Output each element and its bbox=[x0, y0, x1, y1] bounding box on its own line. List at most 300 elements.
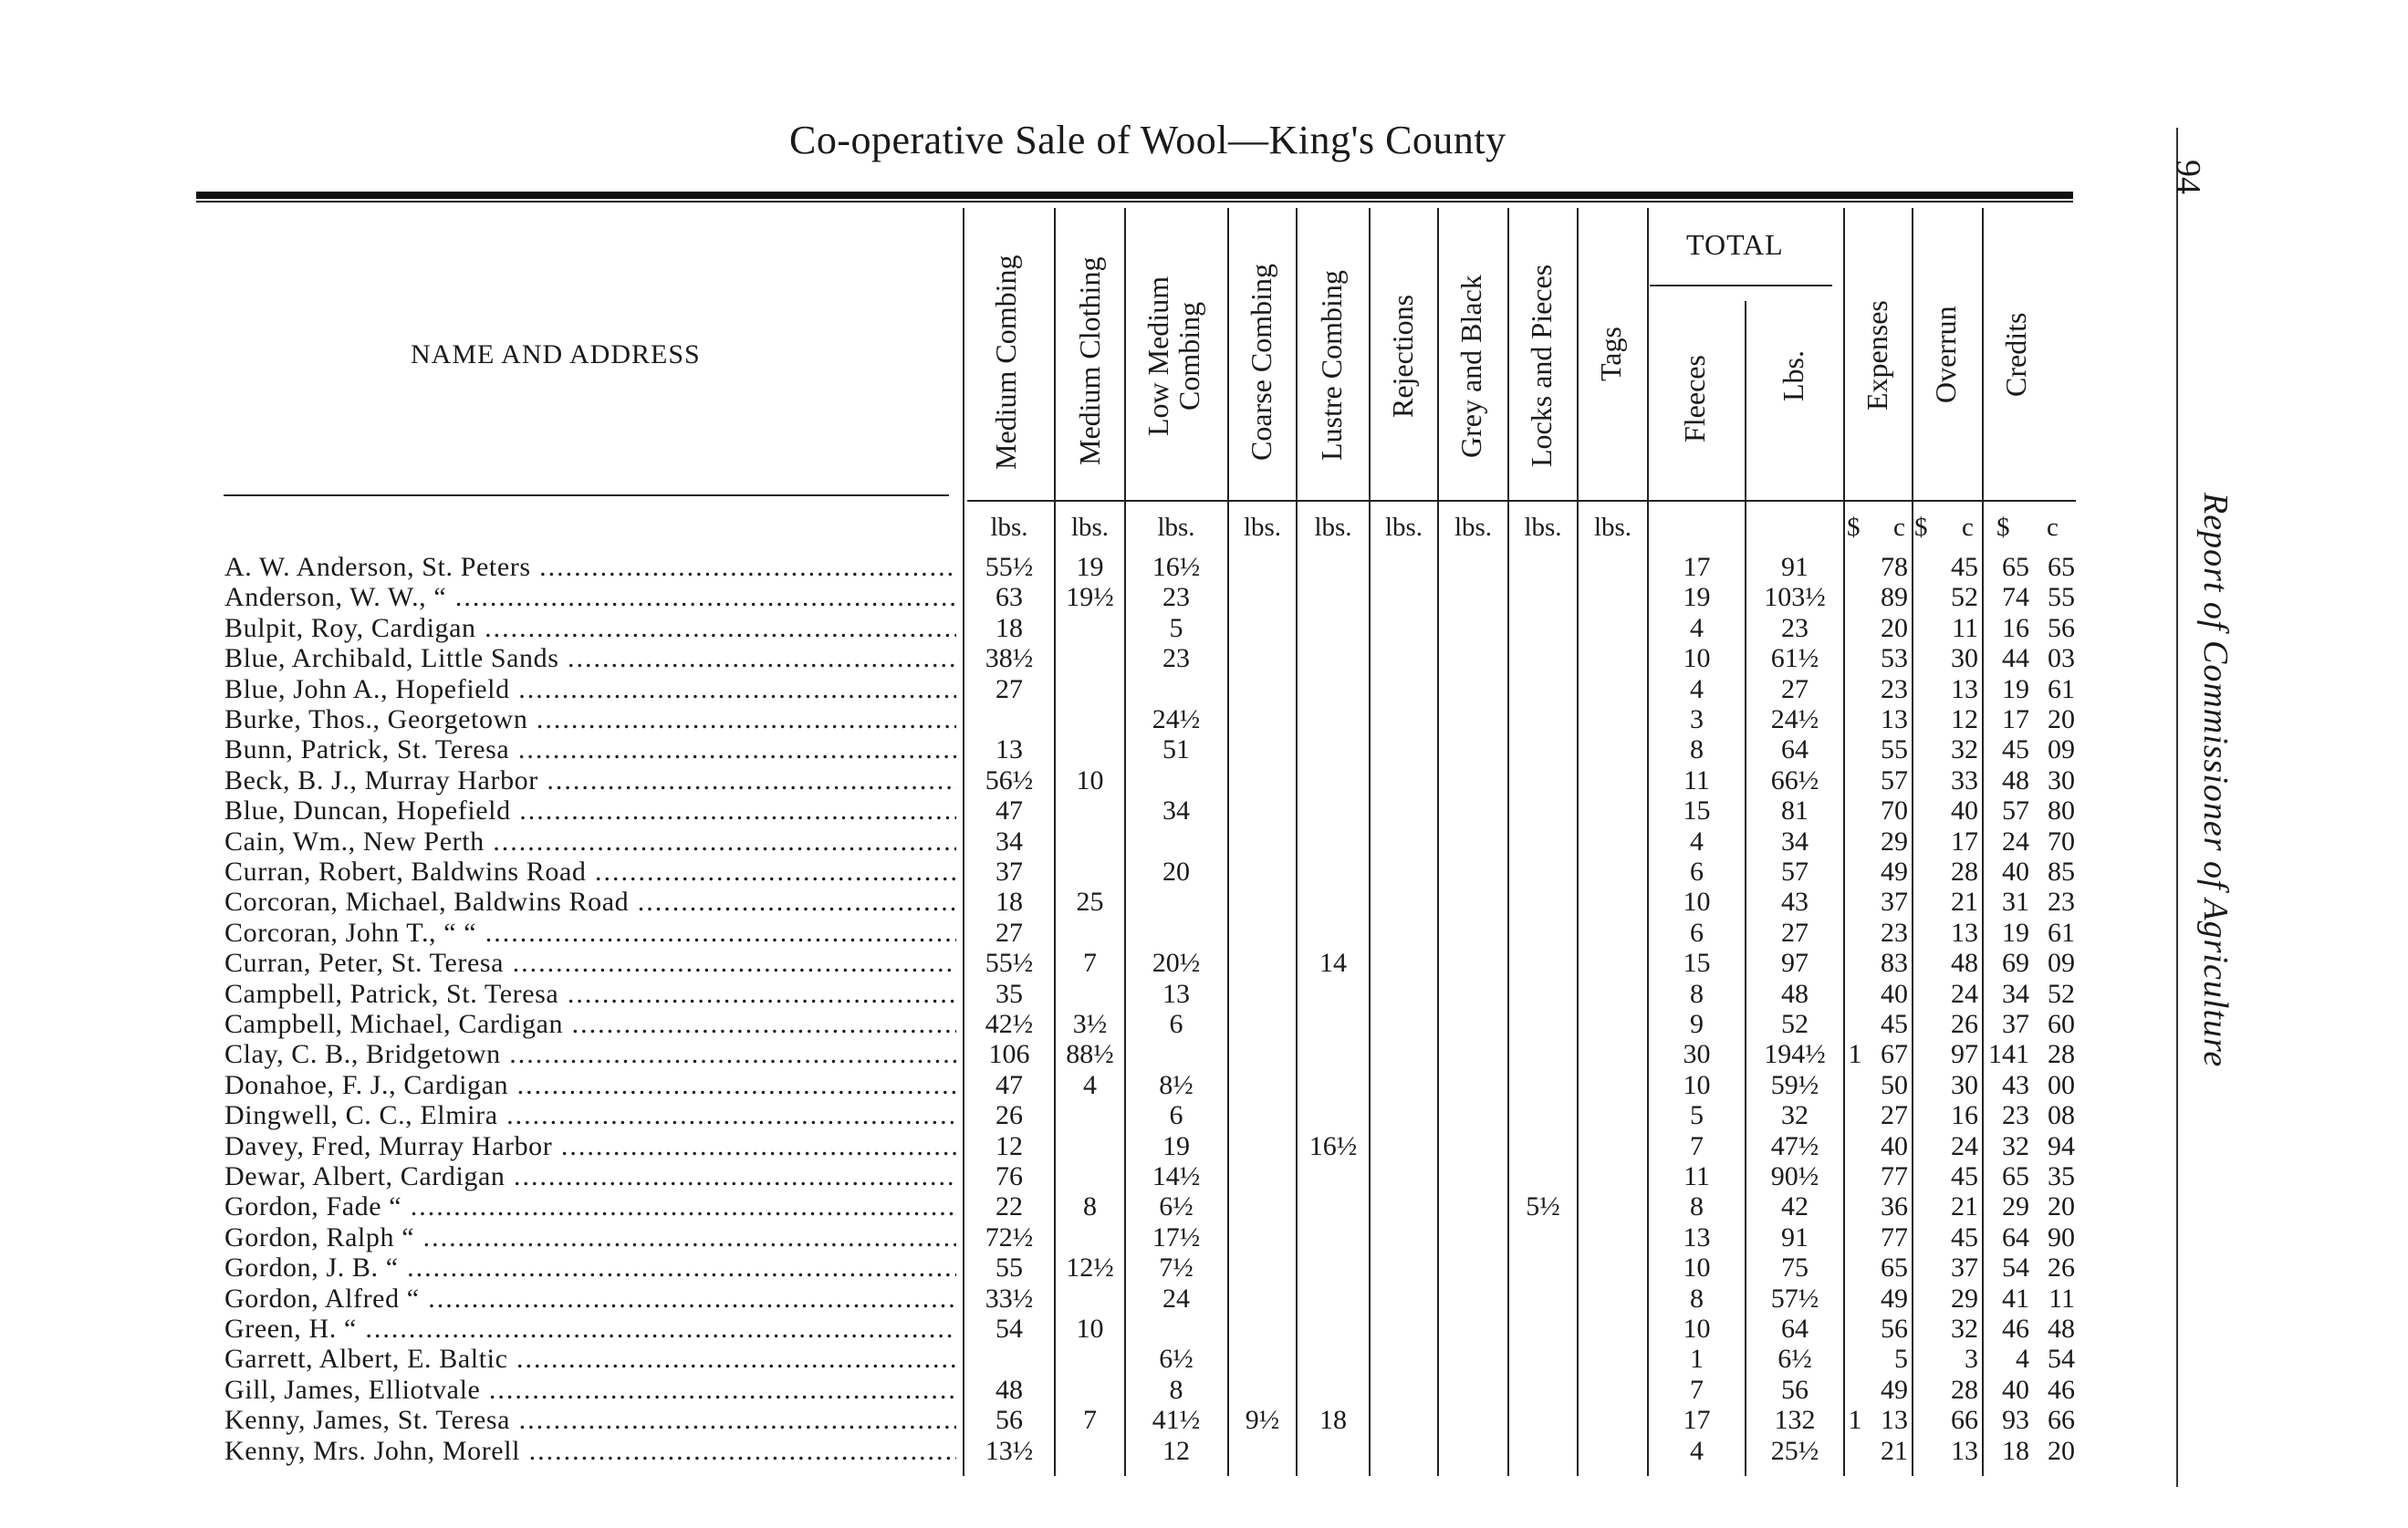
unit-lbs: lbs. bbox=[990, 513, 1028, 542]
low-medium-combing-value: 7½ bbox=[1159, 1253, 1194, 1284]
col-header-grey-black: Grey and Black bbox=[1454, 275, 1487, 458]
low-medium-combing-value: 14½ bbox=[1152, 1161, 1201, 1191]
credits-cents: 09 bbox=[2048, 948, 2075, 979]
overrun-cents: 32 bbox=[1951, 734, 1978, 765]
overrun-cents: 45 bbox=[1951, 1221, 1978, 1253]
low-medium-line2: Combing bbox=[1173, 301, 1205, 411]
fleeces-value: 10 bbox=[1683, 643, 1711, 674]
credits-cents: 28 bbox=[2048, 1039, 2075, 1070]
fleeces-value: 10 bbox=[1683, 1069, 1711, 1100]
unit-lbs: lbs. bbox=[1384, 513, 1423, 542]
credits-dollars: 40 bbox=[2002, 857, 2029, 887]
expenses-cents: 20 bbox=[1881, 612, 1908, 643]
medium-combing-value: 22 bbox=[996, 1191, 1023, 1222]
expenses-cents: 49 bbox=[1881, 857, 1908, 887]
table-row bbox=[0, 1222, 2190, 1253]
unit-lbs: lbs. bbox=[1454, 513, 1493, 542]
low-medium-combing-value: 24½ bbox=[1152, 704, 1201, 734]
expenses-cents: 49 bbox=[1881, 1374, 1908, 1405]
total-lbs-value: 52 bbox=[1781, 1009, 1809, 1039]
expenses-cents: 67 bbox=[1881, 1039, 1908, 1070]
low-medium-combing-value: 6½ bbox=[1159, 1191, 1194, 1222]
credits-dollars: 31 bbox=[2002, 887, 2029, 918]
credits-cents: 80 bbox=[2048, 795, 2075, 826]
expenses-cents: 23 bbox=[1881, 673, 1908, 704]
table-row bbox=[0, 552, 2190, 582]
credits-dollars: 19 bbox=[2002, 673, 2029, 704]
expenses-dollars: 1 bbox=[1848, 1405, 1862, 1436]
fleeces-value: 11 bbox=[1684, 1161, 1710, 1191]
col-header-expenses: Expenses bbox=[1861, 300, 1893, 411]
overrun-cents: 97 bbox=[1951, 1039, 1978, 1070]
expenses-cents: 49 bbox=[1881, 1283, 1908, 1314]
name-address-header: NAME AND ADDRESS bbox=[411, 339, 701, 369]
overrun-cents: 45 bbox=[1951, 552, 1978, 582]
table-row bbox=[0, 1039, 2190, 1069]
credits-cents: 94 bbox=[2048, 1130, 2075, 1161]
total-lbs-value: 47½ bbox=[1770, 1130, 1819, 1161]
member-name-address: Curran, Peter, St. Teresa ..... bbox=[224, 948, 956, 978]
fleeces-value: 9 bbox=[1690, 1009, 1704, 1039]
medium-combing-value: 55½ bbox=[985, 552, 1034, 582]
fleeces-value: 7 bbox=[1690, 1374, 1704, 1405]
credits-cents: 56 bbox=[2048, 612, 2075, 643]
table-row bbox=[0, 1314, 2190, 1344]
expenses-cents: 70 bbox=[1881, 795, 1908, 826]
total-lbs-value: 61½ bbox=[1770, 643, 1819, 674]
credits-cents: 52 bbox=[2048, 978, 2075, 1009]
fleeces-value: 3 bbox=[1690, 704, 1704, 734]
overrun-cents: 13 bbox=[1951, 917, 1978, 948]
fleeces-value: 10 bbox=[1683, 1253, 1711, 1284]
member-name-address: Clay, C. B., Bridgetown ..... bbox=[224, 1039, 956, 1069]
expenses-cents: 53 bbox=[1881, 643, 1908, 674]
credits-cents: 20 bbox=[2048, 704, 2075, 734]
fleeces-value: 4 bbox=[1690, 673, 1704, 704]
table-row bbox=[0, 918, 2190, 948]
low-medium-combing-value: 8 bbox=[1169, 1374, 1183, 1405]
expenses-cents: 36 bbox=[1881, 1191, 1908, 1222]
low-medium-combing-value: 17½ bbox=[1152, 1221, 1201, 1253]
credits-cents: 55 bbox=[2048, 582, 2075, 613]
unit-cent: c bbox=[2047, 513, 2059, 542]
credits-dollars: 37 bbox=[2002, 1009, 2029, 1039]
table-row bbox=[0, 1405, 2190, 1435]
medium-clothing-value: 12½ bbox=[1066, 1253, 1114, 1284]
member-name-address: Bunn, Patrick, St. Teresa ..... bbox=[224, 734, 956, 764]
col-header-locks-pieces: Locks and Pieces bbox=[1525, 264, 1558, 467]
overrun-cents: 37 bbox=[1951, 1253, 1978, 1284]
total-lbs-value: 194½ bbox=[1764, 1039, 1826, 1070]
credits-cents: 66 bbox=[2048, 1405, 2075, 1436]
unit-lbs: lbs. bbox=[1314, 513, 1352, 542]
expenses-cents: 50 bbox=[1881, 1069, 1908, 1100]
credits-dollars: 44 bbox=[2002, 643, 2029, 674]
credits-cents: 11 bbox=[2048, 1283, 2075, 1314]
medium-combing-value: 38½ bbox=[985, 643, 1034, 674]
table-row bbox=[0, 1009, 2190, 1039]
low-medium-combing-value: 23 bbox=[1162, 643, 1190, 674]
unit-lbs: lbs. bbox=[1243, 513, 1282, 542]
expenses-cents: 77 bbox=[1881, 1161, 1908, 1191]
overrun-cents: 16 bbox=[1951, 1100, 1978, 1131]
expenses-cents: 89 bbox=[1881, 582, 1908, 613]
member-name-address: Gordon, J. B. “ ..... bbox=[224, 1253, 956, 1283]
low-medium-combing-value: 6 bbox=[1169, 1100, 1183, 1131]
credits-dollars: 40 bbox=[2002, 1374, 2029, 1405]
fleeces-value: 13 bbox=[1683, 1221, 1711, 1253]
medium-combing-value: 54 bbox=[996, 1314, 1023, 1344]
credits-dollars: 17 bbox=[2002, 704, 2029, 734]
credits-dollars: 18 bbox=[2002, 1435, 2029, 1466]
table-row bbox=[0, 1161, 2190, 1191]
table-row bbox=[0, 1191, 2190, 1221]
low-medium-combing-value: 34 bbox=[1162, 795, 1190, 826]
credits-dollars: 46 bbox=[2002, 1314, 2029, 1344]
total-lbs-value: 66½ bbox=[1770, 764, 1819, 795]
credits-cents: 03 bbox=[2048, 643, 2075, 674]
medium-combing-value: 18 bbox=[996, 887, 1023, 918]
medium-clothing-value: 88½ bbox=[1066, 1039, 1114, 1070]
total-lbs-value: 48 bbox=[1781, 978, 1809, 1009]
table-row bbox=[0, 704, 2190, 734]
medium-combing-value: 47 bbox=[996, 795, 1023, 826]
overrun-cents: 13 bbox=[1951, 673, 1978, 704]
low-medium-combing-value: 12 bbox=[1162, 1435, 1190, 1466]
credits-cents: 26 bbox=[2048, 1253, 2075, 1284]
lustre-combing-value: 16½ bbox=[1308, 1130, 1358, 1161]
lustre-combing-value: 14 bbox=[1319, 948, 1347, 979]
expenses-cents: 56 bbox=[1881, 1314, 1908, 1344]
fleeces-value: 4 bbox=[1690, 826, 1704, 857]
medium-combing-value: 35 bbox=[996, 978, 1023, 1009]
low-medium-combing-value: 41½ bbox=[1152, 1405, 1201, 1436]
medium-clothing-value: 7 bbox=[1083, 948, 1097, 979]
credits-dollars: 43 bbox=[2002, 1069, 2029, 1100]
col-header-coarse-combing: Coarse Combing bbox=[1245, 264, 1277, 461]
member-name-address: Burke, Thos., Georgetown ..... bbox=[224, 704, 956, 734]
low-medium-combing-value: 51 bbox=[1162, 734, 1190, 765]
unit-dollar: $ bbox=[1914, 513, 1928, 542]
fleeces-value: 11 bbox=[1684, 764, 1710, 795]
fleeces-value: 15 bbox=[1683, 948, 1711, 979]
fleeces-value: 15 bbox=[1683, 795, 1711, 826]
member-name-address: Campbell, Michael, Cardigan ..... bbox=[224, 1009, 956, 1039]
credits-dollars: 74 bbox=[2002, 582, 2029, 613]
member-name-address: Donahoe, F. J., Cardigan ..... bbox=[224, 1070, 956, 1100]
low-medium-combing-value: 23 bbox=[1162, 582, 1190, 613]
low-medium-combing-value: 20½ bbox=[1152, 948, 1201, 979]
coarse-combing-value: 9½ bbox=[1245, 1405, 1280, 1436]
credits-dollars: 64 bbox=[2002, 1221, 2029, 1253]
expenses-cents: 83 bbox=[1881, 948, 1908, 979]
medium-combing-value: 27 bbox=[996, 917, 1023, 948]
member-name-address: Blue, Archibald, Little Sands ..... bbox=[224, 643, 956, 673]
table-row bbox=[0, 765, 2190, 795]
credits-cents: 08 bbox=[2048, 1100, 2075, 1131]
fleeces-value: 6 bbox=[1690, 857, 1704, 887]
fleeces-value: 7 bbox=[1690, 1130, 1704, 1161]
total-lbs-value: 34 bbox=[1781, 826, 1809, 857]
col-header-credits: Credits bbox=[1999, 312, 2032, 397]
overrun-cents: 21 bbox=[1951, 887, 1978, 918]
table-row bbox=[0, 1253, 2190, 1283]
credits-dollars: 141 bbox=[1988, 1039, 2029, 1070]
fleeces-value: 10 bbox=[1683, 887, 1711, 918]
credits-dollars: 69 bbox=[2002, 948, 2029, 979]
medium-combing-value: 27 bbox=[996, 673, 1023, 704]
member-name-address: Dewar, Albert, Cardigan ..... bbox=[224, 1161, 956, 1191]
unit-dollar: $ bbox=[1847, 513, 1861, 542]
credits-cents: 61 bbox=[2048, 917, 2075, 948]
col-header-lustre-combing: Lustre Combing bbox=[1315, 270, 1348, 461]
member-name-address: Blue, Duncan, Hopefield ..... bbox=[224, 795, 956, 826]
credits-cents: 20 bbox=[2048, 1435, 2075, 1466]
expenses-cents: 40 bbox=[1881, 978, 1908, 1009]
total-header: TOTAL bbox=[1686, 228, 1784, 261]
overrun-cents: 26 bbox=[1951, 1009, 1978, 1039]
expenses-cents: 29 bbox=[1881, 826, 1908, 857]
member-name-address: A. W. Anderson, St. Peters ..... bbox=[224, 552, 956, 582]
total-lbs-value: 57½ bbox=[1770, 1283, 1819, 1314]
title-rule bbox=[196, 192, 2073, 199]
total-lbs-value: 90½ bbox=[1770, 1161, 1819, 1191]
expenses-cents: 55 bbox=[1881, 734, 1908, 765]
medium-combing-value: 56 bbox=[996, 1405, 1023, 1436]
member-name-address: Davey, Fred, Murray Harbor ..... bbox=[224, 1131, 956, 1161]
running-title: Report of Commissioner of Agriculture bbox=[2196, 493, 2235, 1068]
unit-lbs: lbs. bbox=[1524, 513, 1562, 542]
credits-cents: 20 bbox=[2048, 1191, 2075, 1222]
overrun-cents: 32 bbox=[1951, 1314, 1978, 1344]
total-lbs-value: 42 bbox=[1781, 1191, 1809, 1222]
fleeces-value: 4 bbox=[1690, 612, 1704, 643]
total-lbs-value: 103½ bbox=[1764, 582, 1826, 613]
fleeces-value: 6 bbox=[1690, 917, 1704, 948]
member-name-address: Dingwell, C. C., Elmira ..... bbox=[224, 1100, 956, 1130]
table-row bbox=[0, 1070, 2190, 1100]
credits-cents: 00 bbox=[2048, 1069, 2075, 1100]
member-name-address: Anderson, W. W., “ ..... bbox=[224, 582, 956, 612]
page-number: 94 bbox=[2169, 160, 2207, 194]
credits-dollars: 54 bbox=[2002, 1253, 2029, 1284]
low-medium-combing-value: 19 bbox=[1162, 1130, 1190, 1161]
unit-cent: c bbox=[1893, 513, 1905, 542]
credits-dollars: 65 bbox=[2002, 1161, 2029, 1191]
fleeces-value: 17 bbox=[1683, 1405, 1711, 1436]
credits-cents: 30 bbox=[2048, 764, 2075, 795]
expenses-cents: 77 bbox=[1881, 1221, 1908, 1253]
medium-combing-value: 12 bbox=[996, 1130, 1023, 1161]
low-medium-line1: Low Medium bbox=[1141, 275, 1174, 436]
credits-dollars: 45 bbox=[2002, 734, 2029, 765]
table-row bbox=[0, 795, 2190, 826]
page-title: Co-operative Sale of Wool—King's County bbox=[789, 118, 1506, 162]
unit-cent: c bbox=[1962, 513, 1974, 542]
table-row bbox=[0, 674, 2190, 704]
credits-dollars: 32 bbox=[2002, 1130, 2029, 1161]
medium-combing-value: 33½ bbox=[985, 1283, 1034, 1314]
expenses-cents: 27 bbox=[1881, 1100, 1908, 1131]
credits-dollars: 23 bbox=[2002, 1100, 2029, 1131]
table-row bbox=[0, 887, 2190, 917]
credits-dollars: 4 bbox=[2016, 1344, 2029, 1375]
expenses-cents: 13 bbox=[1881, 1405, 1908, 1436]
medium-combing-value: 106 bbox=[988, 1039, 1030, 1070]
lustre-combing-value: 18 bbox=[1319, 1405, 1347, 1436]
table-row bbox=[0, 582, 2190, 612]
table-row bbox=[0, 1284, 2190, 1314]
total-lbs-value: 64 bbox=[1781, 734, 1809, 765]
member-name-address: Green, H. “ ..... bbox=[224, 1314, 956, 1344]
col-header-medium-clothing: Medium Clothing bbox=[1073, 256, 1106, 465]
medium-clothing-value: 3½ bbox=[1072, 1009, 1108, 1039]
credits-cents: 85 bbox=[2048, 857, 2075, 887]
credits-dollars: 93 bbox=[2002, 1405, 2029, 1436]
medium-clothing-value: 10 bbox=[1076, 1314, 1104, 1344]
medium-combing-value: 72½ bbox=[985, 1221, 1034, 1253]
total-lbs-value: 27 bbox=[1781, 673, 1809, 704]
member-name-address: Kenny, Mrs. John, Morell ..... bbox=[224, 1436, 956, 1466]
fleeces-value: 5 bbox=[1690, 1100, 1704, 1131]
expenses-cents: 13 bbox=[1881, 704, 1908, 734]
table-row bbox=[0, 613, 2190, 643]
fleeces-value: 8 bbox=[1690, 1191, 1704, 1222]
medium-combing-value: 13½ bbox=[985, 1435, 1034, 1466]
table-row bbox=[0, 734, 2190, 764]
credits-dollars: 65 bbox=[2002, 552, 2029, 582]
total-lbs-value: 32 bbox=[1781, 1100, 1809, 1131]
overrun-cents: 3 bbox=[1965, 1344, 1978, 1375]
credits-cents: 09 bbox=[2048, 734, 2075, 765]
medium-clothing-value: 7 bbox=[1083, 1405, 1097, 1436]
fleeces-value: 10 bbox=[1683, 1314, 1711, 1344]
credits-dollars: 24 bbox=[2002, 826, 2029, 857]
low-medium-combing-value: 20 bbox=[1162, 857, 1190, 887]
member-name-address: Corcoran, John T., “ “ ..... bbox=[224, 918, 956, 948]
credits-dollars: 41 bbox=[2002, 1283, 2029, 1314]
credits-cents: 23 bbox=[2048, 887, 2075, 918]
fleeces-value: 8 bbox=[1690, 1283, 1704, 1314]
total-lbs-value: 64 bbox=[1781, 1314, 1809, 1344]
medium-combing-value: 26 bbox=[996, 1100, 1023, 1131]
total-lbs-value: 57 bbox=[1781, 857, 1809, 887]
fleeces-value: 17 bbox=[1683, 552, 1711, 582]
credits-dollars: 48 bbox=[2002, 764, 2029, 795]
expenses-cents: 37 bbox=[1881, 887, 1908, 918]
overrun-cents: 33 bbox=[1951, 764, 1978, 795]
expenses-cents: 78 bbox=[1881, 552, 1908, 582]
member-name-address: Garrett, Albert, E. Baltic ..... bbox=[224, 1344, 956, 1374]
member-name-address: Gordon, Fade “ ..... bbox=[224, 1191, 956, 1221]
low-medium-combing-value: 13 bbox=[1162, 978, 1190, 1009]
credits-cents: 61 bbox=[2048, 673, 2075, 704]
overrun-cents: 66 bbox=[1951, 1405, 1978, 1436]
total-lbs-value: 81 bbox=[1781, 795, 1809, 826]
credits-cents: 90 bbox=[2048, 1221, 2075, 1253]
total-lbs-value: 91 bbox=[1781, 552, 1809, 582]
medium-clothing-value: 10 bbox=[1076, 764, 1104, 795]
credits-dollars: 16 bbox=[2002, 612, 2029, 643]
overrun-cents: 28 bbox=[1951, 857, 1978, 887]
fleeces-value: 30 bbox=[1683, 1039, 1711, 1070]
overrun-cents: 28 bbox=[1951, 1374, 1978, 1405]
member-name-address: Blue, John A., Hopefield ..... bbox=[224, 674, 956, 704]
medium-combing-value: 76 bbox=[996, 1161, 1023, 1191]
medium-combing-value: 55 bbox=[996, 1253, 1023, 1284]
fleeces-value: 19 bbox=[1683, 582, 1711, 613]
overrun-cents: 12 bbox=[1951, 704, 1978, 734]
expenses-cents: 23 bbox=[1881, 917, 1908, 948]
fleeces-value: 8 bbox=[1690, 978, 1704, 1009]
expenses-cents: 21 bbox=[1881, 1435, 1908, 1466]
member-name-address: Campbell, Patrick, St. Teresa ..... bbox=[224, 979, 956, 1009]
medium-combing-value: 37 bbox=[996, 857, 1023, 887]
total-lbs-value: 97 bbox=[1781, 948, 1809, 979]
low-medium-combing-value: 6 bbox=[1169, 1009, 1183, 1039]
credits-dollars: 19 bbox=[2002, 917, 2029, 948]
credits-cents: 48 bbox=[2048, 1314, 2075, 1344]
table-row bbox=[0, 979, 2190, 1009]
credits-dollars: 34 bbox=[2002, 978, 2029, 1009]
col-header-fleeces: Fleeces bbox=[1678, 355, 1711, 442]
unit-lbs: lbs. bbox=[1157, 513, 1195, 542]
expenses-cents: 5 bbox=[1894, 1344, 1908, 1375]
member-name-address: Gordon, Ralph “ ..... bbox=[224, 1222, 956, 1253]
medium-combing-value: 63 bbox=[996, 582, 1023, 613]
medium-combing-value: 56½ bbox=[985, 764, 1034, 795]
table-row bbox=[0, 1436, 2190, 1466]
overrun-cents: 11 bbox=[1952, 612, 1978, 643]
total-lbs-value: 24½ bbox=[1770, 704, 1819, 734]
member-name-address: Bulpit, Roy, Cardigan ..... bbox=[224, 613, 956, 643]
medium-combing-value: 13 bbox=[996, 734, 1023, 765]
overrun-cents: 21 bbox=[1951, 1191, 1978, 1222]
medium-clothing-value: 8 bbox=[1083, 1191, 1097, 1222]
medium-combing-value: 47 bbox=[996, 1069, 1023, 1100]
overrun-cents: 29 bbox=[1951, 1283, 1978, 1314]
credits-dollars: 29 bbox=[2002, 1191, 2029, 1222]
total-lbs-value: 25½ bbox=[1770, 1435, 1819, 1466]
member-name-address: Gill, James, Elliotvale ..... bbox=[224, 1375, 956, 1405]
medium-combing-value: 48 bbox=[996, 1374, 1023, 1405]
table-row bbox=[0, 643, 2190, 673]
credits-dollars: 57 bbox=[2002, 795, 2029, 826]
table-row bbox=[0, 1375, 2190, 1405]
table-row bbox=[0, 1131, 2190, 1161]
low-medium-combing-value: 24 bbox=[1162, 1283, 1190, 1314]
total-lbs-value: 56 bbox=[1781, 1374, 1809, 1405]
expenses-cents: 40 bbox=[1881, 1130, 1908, 1161]
col-header-medium-combing: Medium Combing bbox=[989, 255, 1022, 470]
col-header-low-medium-combing bbox=[1142, 276, 1204, 436]
table-row bbox=[0, 948, 2190, 978]
fleeces-value: 8 bbox=[1690, 734, 1704, 765]
overrun-cents: 40 bbox=[1951, 795, 1978, 826]
col-header-lbs: Lbs. bbox=[1777, 350, 1809, 401]
total-lbs-value: 132 bbox=[1774, 1405, 1816, 1436]
credits-cents: 70 bbox=[2048, 826, 2075, 857]
member-name-address: Beck, B. J., Murray Harbor ..... bbox=[224, 765, 956, 795]
title-rule-thin bbox=[196, 201, 2073, 203]
credits-cents: 46 bbox=[2048, 1374, 2075, 1405]
expenses-cents: 45 bbox=[1881, 1009, 1908, 1039]
credits-cents: 65 bbox=[2048, 552, 2075, 582]
member-name-address: Cain, Wm., New Perth ..... bbox=[224, 826, 956, 857]
unit-dollar: $ bbox=[1996, 513, 2010, 542]
total-lbs-value: 6½ bbox=[1777, 1344, 1812, 1375]
member-name-address: Kenny, James, St. Teresa ..... bbox=[224, 1405, 956, 1435]
